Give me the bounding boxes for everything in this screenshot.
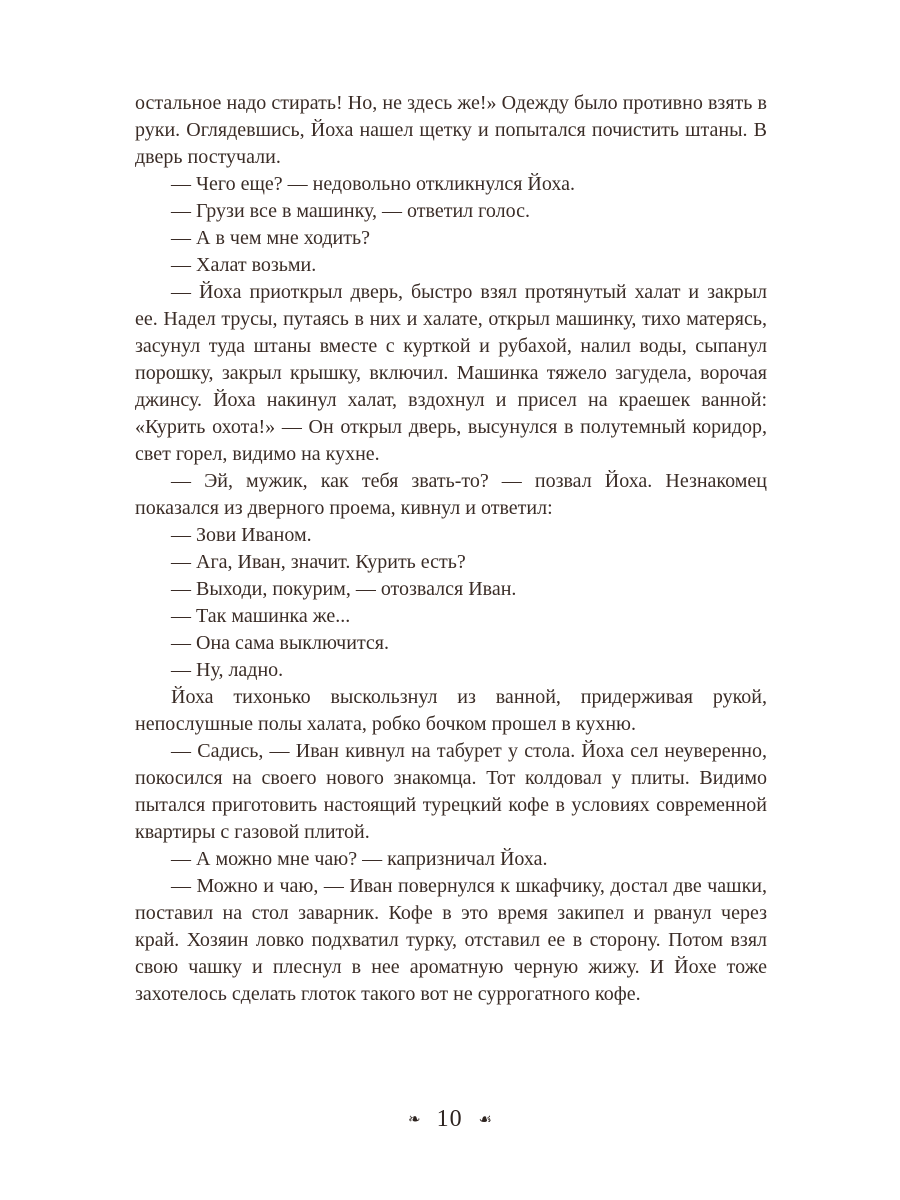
paragraph: остальное надо стирать! Но, не здесь же!» Одежду было противно взять в руки. Оглядевшись, Йоха нашел щетку и попытался почистить штаны. В дверь постучали.	[135, 92, 767, 168]
paragraph: — Ну, ладно.	[171, 659, 284, 681]
paragraph: — Можно и чаю, — Иван повернулся к шкафчику, достал две чашки, поставил на стол заварник. Кофе в это время закипел и рванул через край. Хозяин ловко подхватил турку, отставил ее в сторону. Потом взял свою чашку и плеснул в нее ароматную черную жижу. И Йохе тоже захотелось сделать глоток такого вот не суррогатного кофе.	[135, 875, 767, 1005]
page-footer	[0, 1106, 900, 1133]
paragraph: — Йоха приоткрыл дверь, быстро взял протянутый халат и закрыл ее. Надел трусы, путаясь в них и халате, открыл машинку, тихо матерясь, засунул туда штаны вместе с курткой и рубахой, налил воды, сыпанул порошку, закрыл крышку, включил. Машинка тяжело загудела, ворочая джинсу. Йоха накинул халат, вздохнул и присел на краешек ванной: «Курить охота!» — Он открыл дверь, высунулся в полутемный коридор, свет горел, видимо на кухне.	[135, 281, 767, 465]
paragraph: — Зови Иваном.	[171, 524, 312, 546]
paragraph: — А можно мне чаю? — капризничал Йоха.	[171, 848, 548, 870]
paragraph: — Грузи все в машинку, — ответил голос.	[171, 200, 530, 222]
paragraph: — Так машинка же...	[171, 605, 351, 627]
paragraph: Йоха тихонько выскользнул из ванной, придерживая рукой, непослушные полы халата, робко бочком прошел в кухню.	[135, 686, 767, 735]
fleuron-left-icon: ❧	[407, 1110, 421, 1128]
paragraph: — Ага, Иван, значит. Курить есть?	[171, 551, 466, 573]
paragraph: — Чего еще? — недовольно откликнулся Йоха.	[171, 173, 575, 195]
paragraph: — А в чем мне ходить?	[171, 227, 370, 249]
paragraph: — Халат возьми.	[171, 254, 317, 276]
paragraph: — Она сама выключится.	[171, 632, 389, 654]
fleuron-right-icon: ☙	[478, 1110, 493, 1128]
paragraph: — Садись, — Иван кивнул на табурет у стола. Йоха сел неуверенно, покосился на своего нового знакомца. Тот колдовал у плиты. Видимо пытался приготовить настоящий турецкий кофе в условиях современной квартиры с газовой плитой.	[135, 740, 767, 843]
page-text	[135, 90, 767, 1008]
paragraph: — Эй, мужик, как тебя звать-то? — позвал Йоха. Незнакомец показался из дверного проема, кивнул и ответил:	[135, 470, 767, 519]
page-number: 10	[436, 1106, 463, 1132]
paragraph: — Выходи, покурим, — отозвался Иван.	[171, 578, 517, 600]
